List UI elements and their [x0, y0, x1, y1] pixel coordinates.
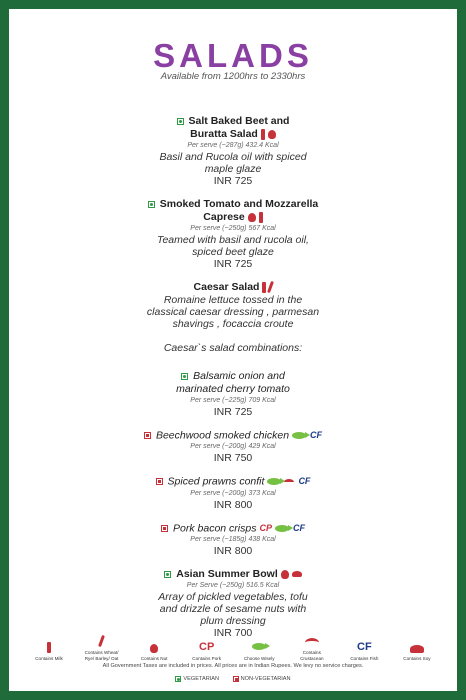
menu-item	[69, 281, 397, 330]
milk-icon	[262, 282, 266, 293]
cf-icon: CF	[298, 476, 311, 487]
tax-footnote: All Government Taxes are included in prices. All prices are in Indian Rupees. We levy no service charges.	[102, 663, 364, 669]
item-name: Balsamic onion and	[193, 370, 285, 382]
item-price: INR 725	[213, 175, 253, 187]
combo-note: Caesar`s salad combinations:	[163, 342, 303, 354]
nut-icon	[248, 213, 256, 222]
item-description: Romaine lettuce tossed in the	[163, 294, 303, 306]
cf-icon: CF	[357, 640, 372, 653]
item-name: Caesar Salad	[193, 281, 260, 293]
nonveg-icon	[161, 525, 168, 532]
item-description: Teamed with basil and rucola oil,	[157, 234, 309, 246]
item-name: Caprese	[203, 211, 245, 223]
veg-icon	[181, 373, 188, 380]
item-description: classical caesar dressing , parmesan	[146, 306, 320, 318]
legend-item: CF Contains Fish	[350, 640, 379, 661]
combo-item	[69, 429, 397, 465]
menu-item	[69, 115, 397, 188]
item-price: INR 700	[213, 626, 253, 639]
item-name: marinated cherry tomato	[176, 383, 290, 395]
veg-icon	[164, 571, 171, 578]
fish-icon	[275, 525, 289, 532]
veg-key-label: VEGETARIAN	[183, 676, 220, 683]
legend-item: Contains Nut	[136, 637, 172, 662]
menu-item	[69, 568, 397, 640]
pork-icon: CP	[199, 640, 215, 653]
item-name: Spiced prawns confit	[167, 475, 265, 488]
fish-icon	[292, 432, 306, 439]
menu-page	[9, 9, 457, 691]
item-description: maple glaze	[204, 163, 262, 175]
nut-icon	[281, 570, 289, 579]
nonveg-icon	[156, 478, 163, 485]
cf-icon: CF	[292, 522, 305, 533]
soy-icon	[410, 645, 424, 653]
item-description: spiced beet glaze	[192, 246, 274, 258]
serve-info: Per serve (~250g) 567 Kcal	[190, 225, 276, 232]
menu-item	[69, 198, 397, 271]
legend-item: Contains Soy	[399, 637, 435, 662]
serve-info: Per serve (~225g) 709 Kcal	[190, 397, 276, 404]
menu-list	[69, 115, 397, 650]
item-name: Asian Summer Bowl	[176, 567, 278, 580]
crustacean-icon	[284, 479, 294, 485]
item-name: Beechwood smoked chicken	[155, 429, 290, 442]
veg-icon	[175, 676, 181, 682]
legend-item: CP Contains Pork	[192, 640, 222, 661]
serve-info: Per serve (~185g) 438 Kcal	[190, 535, 276, 543]
item-description: shavings , focaccia croute	[172, 318, 294, 330]
milk-icon	[259, 212, 263, 223]
combo-item	[69, 370, 397, 419]
item-description: Array of pickled vegetables, tofu	[158, 590, 308, 603]
item-name: Pork bacon crisps	[173, 521, 257, 534]
combo-item	[69, 475, 397, 511]
serve-info: Per serve (~287g) 432.4 Kcal	[187, 142, 279, 149]
milk-icon	[261, 129, 265, 140]
nonveg-key-label: NON-VEGETARIAN	[240, 676, 291, 683]
crustacean-icon	[305, 638, 319, 647]
legend-item: Contains Crustacean	[294, 631, 330, 661]
wheat-icon	[98, 635, 105, 647]
legend-item: Contains Wheat/ Rye/ Barley/ Oat	[84, 631, 120, 661]
legend-item: Choose Wisely	[241, 637, 277, 662]
item-price: INR 725	[213, 406, 253, 418]
item-description: Basil and Rucola oil with spiced	[159, 151, 307, 163]
item-name: Smoked Tomato and Mozzarella	[159, 198, 319, 210]
item-price: INR 800	[213, 498, 253, 511]
item-name: Buratta Salad	[190, 128, 258, 140]
soy-icon	[292, 571, 302, 577]
milk-icon	[47, 642, 51, 653]
nonveg-icon	[144, 432, 151, 439]
serve-info: Per Serve (~250g) 516.5 Kcal	[186, 581, 280, 589]
item-description: and drizzle of sesame nuts with	[159, 602, 307, 615]
allergen-legend	[31, 631, 435, 661]
diet-key	[9, 676, 457, 682]
item-price: INR 725	[213, 258, 253, 270]
cf-icon: CF	[310, 430, 323, 440]
pork-icon: CP	[259, 522, 272, 533]
page-title: SALADS	[153, 37, 313, 74]
nonveg-icon	[233, 676, 239, 682]
nut-icon	[150, 644, 158, 653]
combo-item	[69, 522, 397, 558]
legend-item: Contains Milk	[31, 637, 67, 662]
item-price: INR 750	[213, 452, 253, 465]
item-price: INR 800	[213, 544, 253, 557]
serve-info: Per serve (~200g) 429 Kcal	[190, 443, 276, 451]
veg-icon	[177, 118, 184, 125]
wheat-icon	[268, 281, 275, 293]
item-description: plum dressing	[200, 614, 266, 627]
item-name: Salt Baked Beet and	[188, 115, 290, 127]
fish-icon	[252, 643, 266, 650]
fish-icon	[267, 478, 281, 485]
availability-text: Available from 1200hrs to 2330hrs	[160, 71, 306, 82]
veg-icon	[148, 201, 155, 208]
nut-icon	[268, 130, 276, 139]
serve-info: Per serve (~200g) 373 Kcal	[190, 489, 276, 497]
